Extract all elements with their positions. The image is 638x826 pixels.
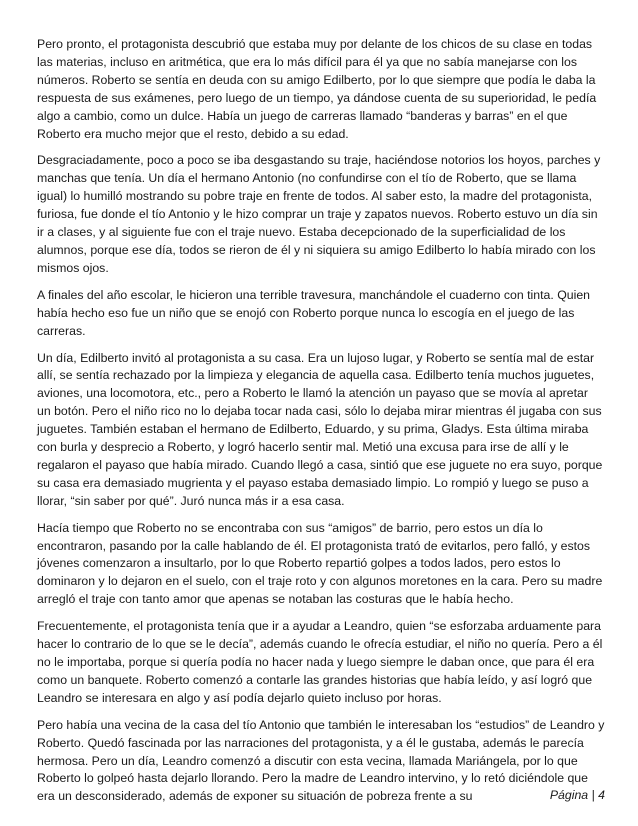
paragraph-7: Pero había una vecina de la casa del tío Antonio que también le interesaban los “estudios” de Leandro y Roberto. Quedó fascinada por las narraciones del protagonista, y a él le gustaba, además le parecía hermosa. Pero un día, Leandro comenzó a discutir con esta vecina, llamada Mariángela, por lo que Roberto lo golpeó hasta dejarlo llorando. Pero la madre de Leandro intervino, y lo retó diciéndole que era un desconsiderado, además de exponer su situación de pobreza frente a su (37, 717, 605, 804)
paragraph-3: A finales del año escolar, le hicieron una terrible travesura, manchándole el cuaderno con tinta. Quien había hecho eso fue un niño que se enojó con Roberto porque nunca lo escogía en el juego de las carreras. (37, 287, 591, 338)
paragraph-6: Frecuentemente, el protagonista tenía que ir a ayudar a Leandro, quien “se esforzaba arduamente para hacer lo contrario de lo que se le decía”, además cuando le ofrecía estudiar, el niño no quería. Pero a él no le importaba, porque si quería podía no hacer nada y luego siempre le daban once, que para él era como un banquete. Roberto comenzó a contarle las grandes historias que había leído, y así logró que Leandro se interesara en algo y así podía dejarlo quieto incluso por horas. (37, 619, 603, 705)
paragraph-2: Desgraciadamente, poco a poco se iba desgastando su traje, haciéndose notorios los hoyos, parches y manchas que tenía. Un día el hermano Antonio (no confundirse con el tío de Roberto, que se llama igual) lo humilló mostrando su pobre traje en frente de todos. Al saber esto, la madre del protagonista, furiosa, fue donde el tío Antonio y le hizo comprar un traje y zapatos nuevos. Roberto estuvo un día sin ir a clases, y al siguiente fue con el traje nuevo. Estaba decepcionado de la superficialidad de los alumnos, porque ese día, todos se rieron de él y ni siquiera su amigo Edilberto lo había mirado con los mismos ojos. (37, 153, 601, 275)
page-number: Página | 4 (549, 788, 605, 802)
document-body (37, 36, 605, 815)
paragraph-4: Un día, Edilberto invitó al protagonista a su casa. Era un lujoso lugar, y Roberto se sentía mal de estar allí, se sentía rechazado por la limpieza y elegancia de aquella casa. Edilberto tenía muchos juguetes, aviones, una locomotora, etc., pero a Roberto le llamó la atención un payaso que se movía al apretar un botón. Pero el niño rico no lo dejaba tocar nada casi, sólo lo dejaba mirar mientras él jugaba con sus juguetes. También estaban el hermano de Edilberto, Eduardo, y su prima, Gladys. Esta última miraba con burla y desprecio a Roberto, y logró hacerlo sentir mal. Metió una excusa para irse de allí y le regalaron el payaso que había mirado. Cuando llegó a casa, sintió que ese juguete no era suyo, porque su casa era demasiado mugrienta y el payaso estaba demasiado limpio. Lo rompió y luego se puso a llorar, “sin saber por qué”. Juró nunca más ir a esa casa. (37, 350, 603, 508)
paragraph-5: Hacía tiempo que Roberto no se encontraba con sus “amigos” de barrio, pero estos un día lo encontraron, pasando por la calle hablando de él. El protagonista trató de evitarlos, pero falló, y estos jóvenes comenzaron a insultarlo, por lo que Roberto repartió golpes a todos lados, pero estos lo dominaron y lo dejaron en el suelo, con el traje roto y con algunos moretones en la cara. Pero su madre arregló el traje con tanto amor que apenas se notaban las costuras que le había hecho. (37, 520, 603, 607)
paragraph-1: Pero pronto, el protagonista descubrió que estaba muy por delante de los chicos de su clase en todas las materias, incluso en aritmética, que era lo más difícil para él ya que no sabía manejarse con los números. Roberto se sentía en deuda con su amigo Edilberto, por lo que siempre que podía le daba la respuesta de sus exámenes, pero luego de un tiempo, ya dándose cuenta de su superioridad, le pedía algo a cambio, como un dulce. Había un juego de carreras llamado “banderas y barras” en el que Roberto era mucho mejor que el resto, debido a su edad. (37, 37, 597, 141)
